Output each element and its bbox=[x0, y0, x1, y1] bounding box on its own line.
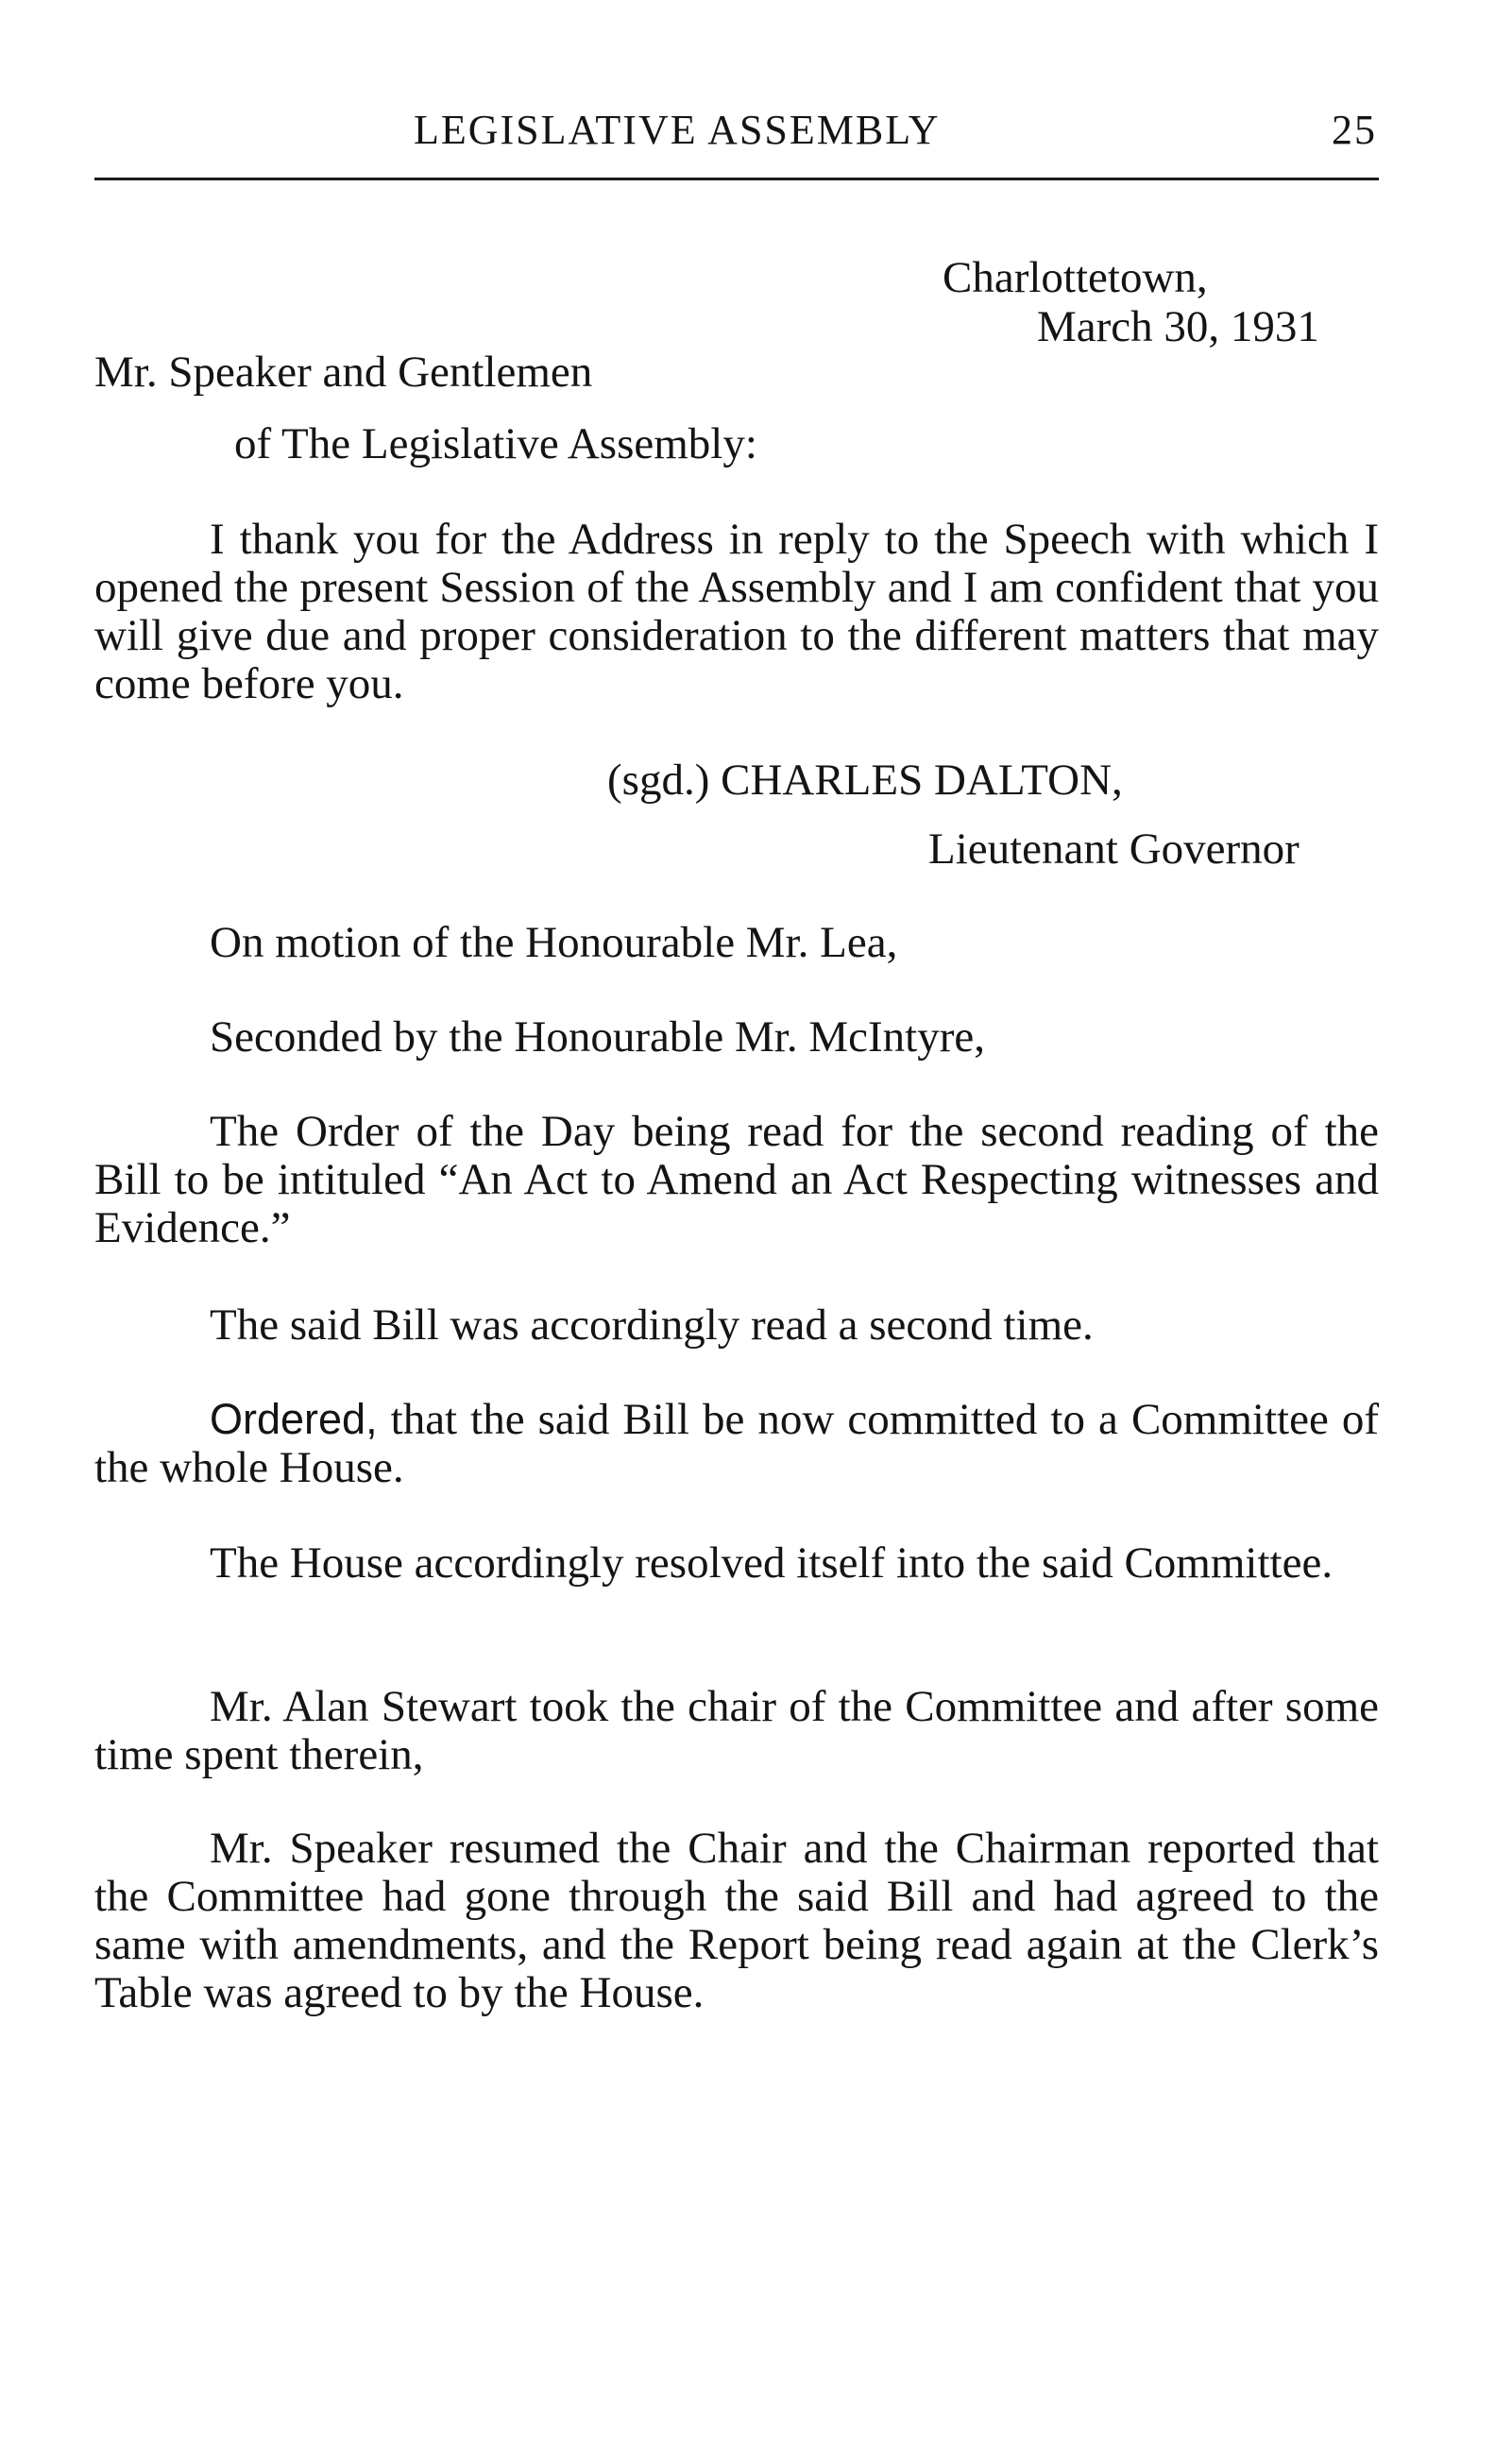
motion-line: On motion of the Honourable Mr. Lea, bbox=[210, 918, 898, 967]
signature: (sgd.) CHARLES DALTON, bbox=[607, 756, 1123, 805]
salutation-line-2: of The Legislative Assembly: bbox=[234, 419, 757, 468]
salutation-line-1: Mr. Speaker and Gentlemen bbox=[94, 348, 593, 397]
letter-body: I thank you for the Address in reply to the Speech with which I opened the present Session of the Assembly and I am confident that you will give due and proper consideration to the different matters that may come before you. bbox=[94, 515, 1379, 708]
ordered-paragraph bbox=[94, 1395, 1379, 1492]
second-reading-paragraph: The said Bill was accordingly read a second time. bbox=[210, 1300, 1094, 1350]
seconded-line: Seconded by the Honourable Mr. McIntyre, bbox=[210, 1012, 985, 1062]
page-number: 25 bbox=[1332, 107, 1377, 153]
ordered-text: that the said Bill be now committed to a Committee of the whole House. bbox=[94, 1395, 1379, 1492]
report-paragraph: Mr. Speaker resumed the Chair and the Chairman reported that the Committee had gone through the said Bill and had agreed to the same with amendments, and the Report being read again at the Clerk’s Table was agreed to by the House. bbox=[94, 1824, 1379, 2017]
letter-place: Charlottetown, bbox=[943, 253, 1208, 302]
signatory-title: Lieutenant Governor bbox=[928, 824, 1300, 874]
chair-paragraph: Mr. Alan Stewart took the chair of the Committee and after some time spent therein, bbox=[94, 1682, 1379, 1779]
letter-date: March 30, 1931 bbox=[1037, 302, 1319, 351]
running-title: LEGISLATIVE ASSEMBLY bbox=[414, 107, 941, 153]
ordered-label: Ordered, bbox=[210, 1395, 378, 1443]
header-rule bbox=[94, 178, 1379, 180]
order-of-day-paragraph: The Order of the Day being read for the second reading of the Bill to be intituled “An Act to Amend an Act Respecting witnesses and Evidence.” bbox=[94, 1107, 1379, 1252]
resolved-paragraph: The House accordingly resolved itself into the said Committee. bbox=[210, 1538, 1334, 1588]
